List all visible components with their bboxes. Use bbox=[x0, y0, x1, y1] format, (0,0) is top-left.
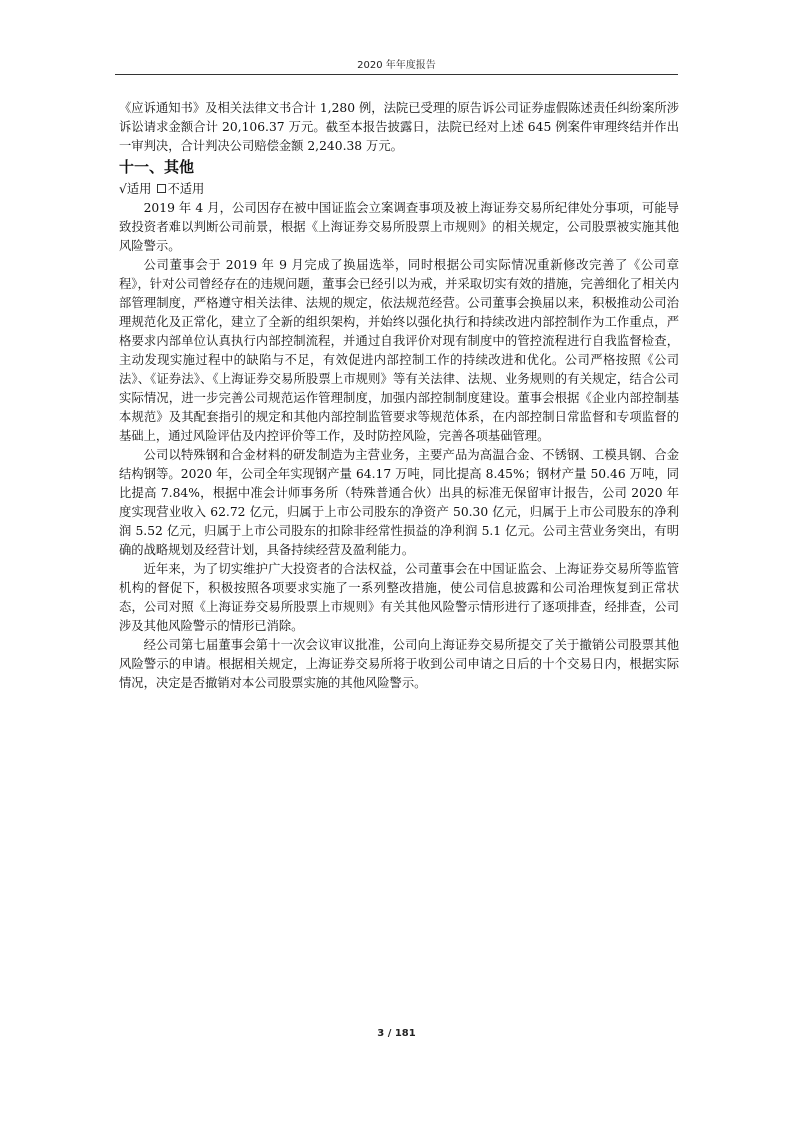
document-body bbox=[119, 99, 679, 693]
page-header: 2020 年年度报告 bbox=[357, 60, 436, 71]
header-divider bbox=[115, 74, 678, 75]
not-applicable-label: 不适用 bbox=[167, 182, 205, 196]
page-number: 3 / 181 bbox=[377, 1028, 416, 1039]
paragraph-business: 公司以特殊钢和合金材料的研发制造为主营业务，主要产品为高温合金、不锈钢、工模具钢、合金结构钢等。2020 年，公司全年实现钢产量 64.17 万吨，同比提高 8.45%；钢材产量 50.46 万吨，同比提高 7.84%，根据中准会计师事务所（特殊普通合伙）出具的标准无保留审计报告，公司 2020 年度实现营业收入 62.72 亿元，归属于上市公司股东的净资产 50.30 亿元，归属于上市公司股东的净利润 5.52 亿元，归属于上市公司股东的扣除非经常性损益的净利润 5.1 亿元。公司主营业务突出，有明确的战略规划及经营计划，具备持续经营及盈利能力。 bbox=[119, 448, 679, 557]
paragraph-application: 经公司第七届董事会第十一次会议审议批准，公司向上海证券交易所提交了关于撤销公司股票其他风险警示的申请。根据相关规定，上海证券交易所将于收到公司申请之日后的十个交易日内，根据实际情况，决定是否撤销对本公司股票实施的其他风险警示。 bbox=[119, 638, 679, 690]
intro-paragraph: 《应诉通知书》及相关法律文书合计 1,280 例，法院已受理的原告诉公司证券虚假陈述责任纠纷案所涉诉讼请求金额合计 20,106.37 万元。截至本报告披露日，法院已经对上述 645 例案件审理终结并作出一审判决，合计判决公司赔偿金额 2,240.38 万元。 bbox=[119, 101, 679, 153]
paragraph-governance: 公司董事会于 2019 年 9 月完成了换届选举，同时根据公司实际情况重新修改完善了《公司章程》，针对公司曾经存在的违规问题，董事会已经引以为戒，并采取切实有效的措施，完善细化了相关内部管理制度，严格遵守相关法律、法规的规定，依法规范经营。公司董事会换届以来，积极推动公司治理规范化及正常化，建立了全新的组织架构，并始终以强化执行和持续改进内部控制作为工作重点，严格要求内部单位认真执行内部控制流程，并通过自我评价对现有制度中的管控流程进行自我监督检查，主动发现实施过程中的缺陷与不足，有效促进内部控制工作的持续改进和优化。公司严格按照《公司法》、《证券法》、《上海证券交易所股票上市规则》等有关法律、法规、业务规则的有关规定，结合公司实际情况，进一步完善公司规范运作管理制度，加强内部控制制度建设。董事会根据《企业内部控制基本规范》及其配套指引的规定和其他内部控制监管要求等规范体系，在内部控制日常监督和专项监督的基础上，通过风险评估及内控评价等工作，及时防控风险，完善各项基础管理。 bbox=[119, 258, 679, 443]
applicable-checked-label: √适用 bbox=[119, 182, 152, 196]
applicability-line bbox=[119, 180, 679, 199]
section-title: 十一、其他 bbox=[119, 158, 195, 176]
paragraph-rectification: 近年来，为了切实维护广大投资者的合法权益，公司董事会在中国证监会、上海证券交易所等监管机构的督促下，积极按照各项要求实施了一系列整改措施，使公司信息披露和公司治理恢复到正常状态，公司对照《上海证券交易所股票上市规则》有关其他风险警示情形进行了逐项排查，经排查，公司涉及其他风险警示的情形已消除。 bbox=[119, 562, 679, 633]
unchecked-box-icon bbox=[157, 184, 166, 193]
paragraph-risk-warning: 2019 年 4 月，公司因存在被中国证监会立案调查事项及被上海证券交易所纪律处分事项，可能导致投资者难以判断公司前景，根据《上海证券交易所股票上市规则》的相关规定，公司股票被实施其他风险警示。 bbox=[119, 201, 679, 253]
